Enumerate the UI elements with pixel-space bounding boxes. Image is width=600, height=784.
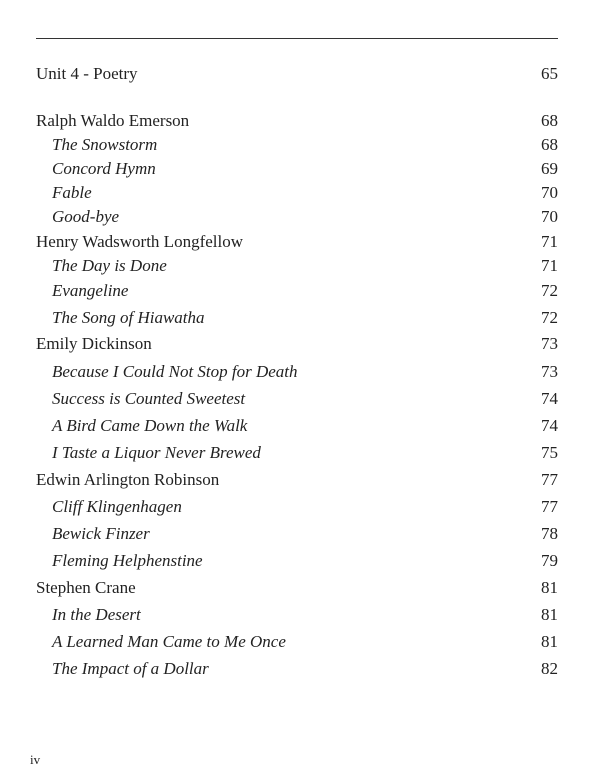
poem-title: The Song of Hiawatha [52,308,205,327]
poem-page: 73 [541,362,558,381]
poem-title: A Bird Came Down the Walk [52,416,248,435]
toc-poem-row [36,205,558,229]
toc-author-row [36,468,558,492]
toc-poem-row [36,360,558,384]
toc-poem-row [36,522,558,546]
poem-title: Evangeline [52,281,129,300]
poem-title: Bewick Finzer [52,524,150,543]
toc-poem-row [36,279,558,303]
toc-poem-row [36,181,558,205]
toc-poem-row [36,157,558,181]
author-name: Emily Dickinson [36,334,152,353]
toc-unit-row [36,62,558,86]
author-page: 71 [541,232,558,251]
poem-page: 68 [541,135,558,154]
poem-page: 75 [541,443,558,462]
author-page: 68 [541,111,558,130]
author-page: 81 [541,578,558,597]
poem-page: 77 [541,497,558,516]
toc-poem-row [36,495,558,519]
poem-page: 69 [541,159,558,178]
toc-author-row [36,332,558,356]
author-name: Henry Wadsworth Longfellow [36,232,243,251]
poem-title: Cliff Klingenhagen [52,497,182,516]
toc-poem-row [36,254,558,278]
poem-page: 74 [541,416,558,435]
poem-page: 81 [541,632,558,651]
unit-page: 65 [541,64,558,83]
toc-poem-row [36,603,558,627]
author-name: Edwin Arlington Robinson [36,470,220,489]
poem-title: I Taste a Liquor Never Brewed [52,443,261,462]
poem-page: 70 [541,183,558,202]
author-name: Ralph Waldo Emerson [36,111,190,130]
top-rule [36,38,558,39]
poem-page: 71 [541,256,558,275]
toc-poem-row [36,133,558,157]
toc-poem-row [36,441,558,465]
poem-page: 74 [541,389,558,408]
poem-page: 72 [541,281,558,300]
poem-title: Fleming Helphenstine [52,551,203,570]
page-folio: iv [30,752,41,767]
toc-poem-row [36,306,558,330]
author-name: Stephen Crane [36,578,136,597]
poem-title: Good-bye [52,207,120,226]
poem-title: In the Desert [52,605,141,624]
poem-title: Because I Could Not Stop for Death [52,362,298,381]
poem-page: 78 [541,524,558,543]
poem-title: Fable [52,183,92,202]
toc-poem-row [36,630,558,654]
poem-title: The Day is Done [52,256,167,275]
poem-title: The Snowstorm [52,135,158,154]
unit-title: Unit 4 - Poetry [36,64,138,83]
toc-poem-row [36,549,558,573]
poem-page: 81 [541,605,558,624]
author-page: 73 [541,334,558,353]
poem-title: A Learned Man Came to Me Once [52,632,286,651]
poem-page: 72 [541,308,558,327]
toc-author-row [36,109,558,133]
toc-poem-row [36,387,558,411]
poem-page: 79 [541,551,558,570]
toc-author-row [36,576,558,600]
toc-author-row [36,230,558,254]
poem-title: The Impact of a Dollar [52,659,209,678]
poem-page: 82 [541,659,558,678]
author-page: 77 [541,470,558,489]
toc-poem-row [36,414,558,438]
poem-title: Success is Counted Sweetest [52,389,246,408]
toc-poem-row [36,657,558,681]
poem-page: 70 [541,207,558,226]
poem-title: Concord Hymn [52,159,156,178]
